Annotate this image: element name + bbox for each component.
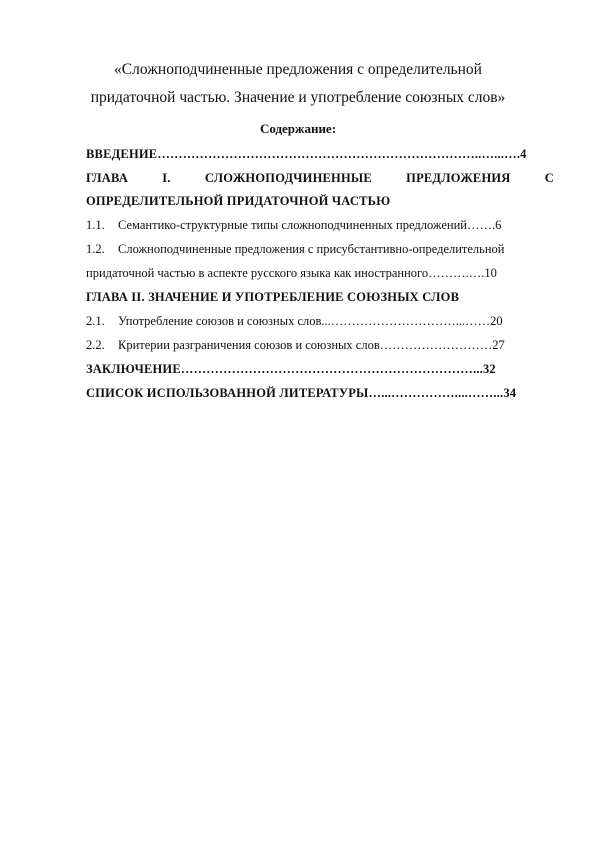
toc-entry-chapter-2: ГЛАВА II. ЗНАЧЕНИЕ И УПОТРЕБЛЕНИЕ СОЮЗНЫХ СЛОВ [86,290,460,304]
section-number: 2.2. [86,338,105,352]
chapter-1-word: СЛОЖНОПОДЧИНЕННЫЕ [204,171,372,185]
section-number: 1.1. [86,218,105,232]
toc-entry-chapter-1-line-1 [86,168,554,188]
toc-entry-introduction: ВВЕДЕНИЕ…………………………………………………………………..…...….4 [86,147,527,161]
toc-entry-bibliography: СПИСОК ИСПОЛЬЗОВАННОЙ ЛИТЕРАТУРЫ…...……………....……...34 [86,386,517,400]
section-title: Семантико-структурные типы сложноподчиненных предложений…….6 [118,218,502,232]
chapter-1-word: С [544,171,554,185]
chapter-1-word: I. [162,171,171,185]
section-title: Употребление союзов и союзных слов...…………………………...……20 [118,314,503,328]
toc-entry-section-2-2 [86,335,554,355]
section-number: 2.1. [86,314,105,328]
title-line-2: придаточной частью. Значение и употребление союзных слов» [90,89,506,106]
toc-entry-section-1-1 [86,215,554,235]
section-number: 1.2. [86,242,105,256]
toc-entry-chapter-1-line-2: ОПРЕДЕЛИТЕЛЬНОЙ ПРИДАТОЧНОЙ ЧАСТЬЮ [86,194,391,208]
toc-entry-section-1-2-line-2: придаточной частью в аспекте русского языка как иностранного……….….10 [86,266,497,280]
section-title: Критерии разграничения союзов и союзных слов………………………27 [118,338,505,352]
document-title [70,56,526,112]
toc-entry-section-2-1 [86,311,554,331]
toc-heading: Содержание: [259,121,337,136]
chapter-1-word: ПРЕДЛОЖЕНИЯ [406,171,511,185]
title-line-1: «Сложноподчиненные предложения с определительной [114,61,482,78]
chapter-1-word: ГЛАВА [86,171,128,185]
section-title: Сложноподчиненные предложения с присубстантивно-определительной [118,242,505,256]
toc-entry-section-1-2 [86,239,554,259]
toc-entry-conclusion: ЗАКЛЮЧЕНИЕ……………………………………………………………...32 [86,362,496,376]
